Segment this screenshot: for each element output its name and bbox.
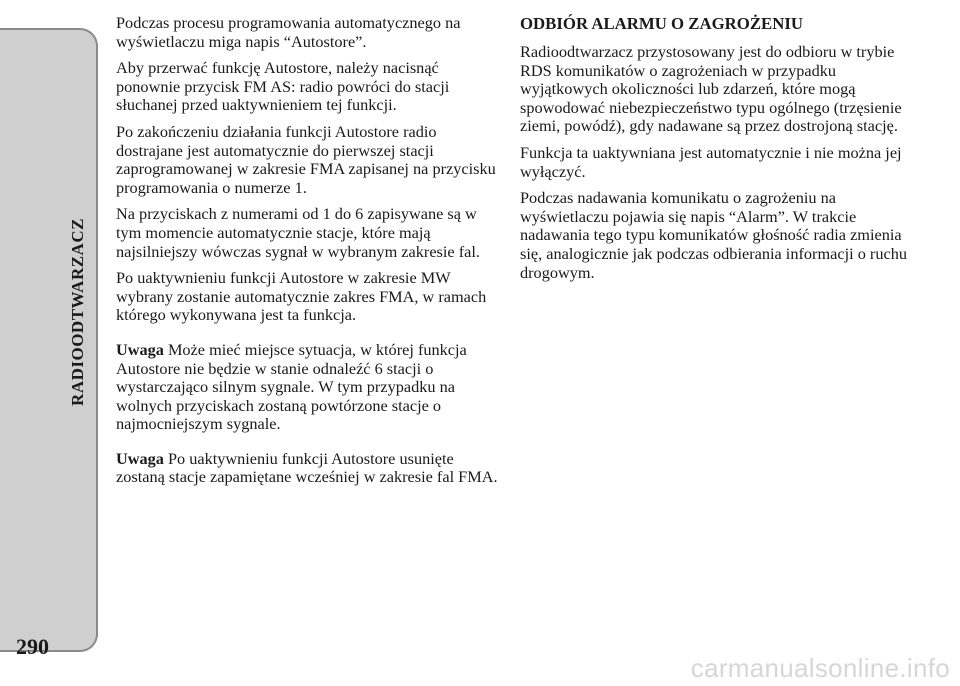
paragraph: Na przyciskach z numerami od 1 do 6 zapisywane są w tym momencie automatycznie stacje, które mają najsilniejszy wówczas sygnał w wybranym zakresie fal. xyxy=(116,204,480,261)
note xyxy=(116,450,504,487)
left-column xyxy=(116,14,504,495)
note xyxy=(116,341,504,434)
note-text: Może mieć miejsce sytuacja, w której funkcja Autostore nie będzie w stanie odnaleźć 6 stacji o wystarczająco silnym sygnale. W tym przypadku na wolnych przyciskach zostaną powtórzone stacje o najmocniejszym sygnale. xyxy=(116,339,467,434)
paragraph: Podczas nadawania komunikatu o zagrożeniu na wyświetlaczu pojawia się napis “Alarm”. W trakcie nadawania tego typu komunikatów głośność radia zmienia się, analogicznie jak podczas odbierania informacji o ruchu drogowym. xyxy=(520,188,907,282)
paragraph: Aby przerwać funkcję Autostore, należy nacisnąć ponownie przycisk FM AS: radio powróci do stacji słuchanej przed uaktywnieniem tej funkcji. xyxy=(116,58,450,115)
note-label: Uwaga xyxy=(116,448,164,468)
page-number: 290 xyxy=(16,634,49,659)
paragraph: Po zakończeniu działania funkcji Autostore radio dostrajane jest automatycznie do pierwszej stacji zaprogramowanej w zakresie FMA zapisanej na przycisku programowania o numerze 1. xyxy=(116,121,496,197)
right-column xyxy=(520,14,912,290)
paragraph: Funkcja ta uaktywniana jest automatycznie i nie można jej wyłączyć. xyxy=(520,142,902,181)
paragraph: Podczas procesu programowania automatycznego na wyświetlaczu miga napis “Autostore”. xyxy=(116,13,461,51)
note-text: Po uaktywnieniu funkcji Autostore usunięte zostaną stacje zapamiętane wcześniej w zakresie fal FMA. xyxy=(116,448,498,487)
section-heading: ODBIÓR ALARMU O ZAGROŻENIU xyxy=(520,14,803,33)
note-label: Uwaga xyxy=(116,339,164,359)
section-label: RADIOODTWARZACZ xyxy=(68,218,87,406)
watermark: carmanualsonline.info xyxy=(690,653,950,683)
paragraph: Radioodtwarzacz przystosowany jest do odbioru w trybie RDS komunikatów o zagrożeniach w przypadku wyjątkowych okoliczności lub zdarzeń, które mogą spowodować niebezpieczeństwo typu ogólnego (trzęsienie ziemi, powódź), gdy nadawane są przez dostrojoną stację. xyxy=(520,42,902,136)
paragraph: Po uaktywnieniu funkcji Autostore w zakresie MW wybrany zostanie automatycznie zakres FMA, w ramach którego wykonywana jest ta funkcja. xyxy=(116,268,487,325)
